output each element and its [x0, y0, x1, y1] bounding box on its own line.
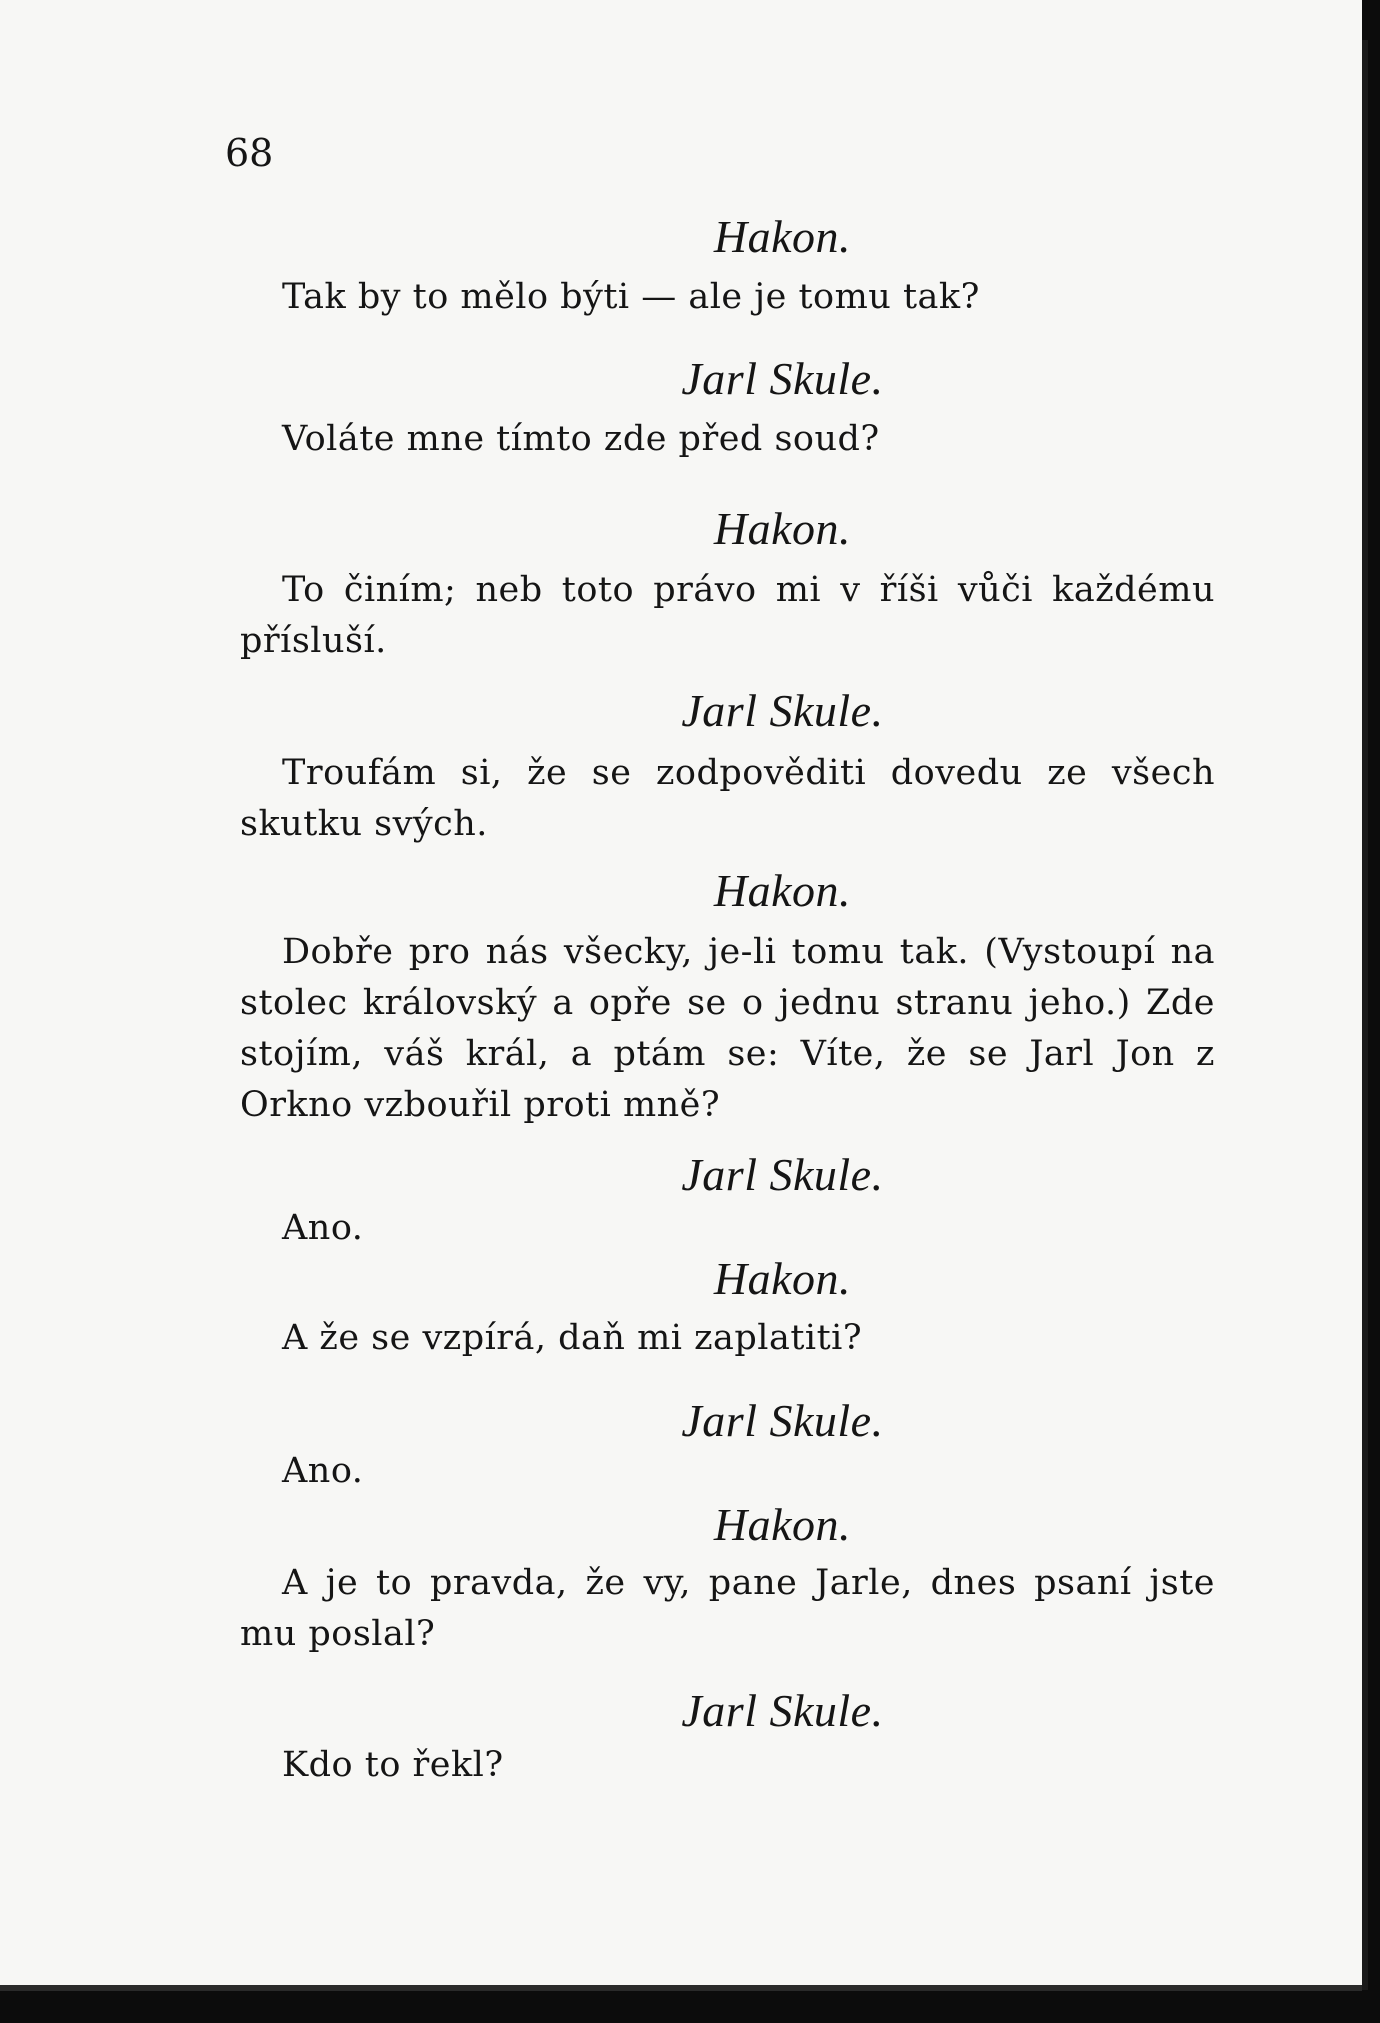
speaker-name: Jarl Skule. — [681, 1395, 884, 1446]
page-edge-right — [1362, 40, 1368, 1990]
speech-text: A že se vzpírá, daň mi zaplatiti? — [282, 1318, 863, 1358]
speech-text: Ano. — [282, 1208, 364, 1248]
speech-text: Ano. — [282, 1451, 364, 1491]
speaker-name: Hakon. — [713, 865, 852, 916]
speaker-name: Hakon. — [713, 503, 852, 554]
speaker-name: Hakon. — [713, 1499, 852, 1550]
speech-text: To činím; neb toto právo mi v říši vůči každému přísluší. — [240, 570, 1215, 661]
speaker-name: Jarl Skule. — [681, 1149, 884, 1200]
speech-text: Troufám si, že se zodpověditi dovedu ze všech skutku svých. — [240, 753, 1215, 844]
speaker-name: Hakon. — [713, 1253, 852, 1304]
page-number: 68 — [225, 131, 274, 175]
speaker-name: Jarl Skule. — [681, 1685, 884, 1736]
speech-text: A je to pravda, že vy, pane Jarle, dnes psaní jste mu poslal? — [240, 1563, 1215, 1654]
speaker-name: Hakon. — [713, 211, 852, 262]
speech-text: Dobře pro nás všecky, je-li tomu tak. (Vystoupí na stolec královský a opře se o jednu stranu jeho.) Zde stojím, váš král, a ptám se: Víte, že se Jarl Jon z Orkno vzbouřil proti mně? — [240, 932, 1215, 1125]
dialogue-entry — [240, 272, 1215, 323]
speech-text: Tak by to mělo býti — ale je tomu tak? — [282, 277, 980, 317]
speaker-name: Jarl Skule. — [681, 685, 884, 736]
speaker-name: Jarl Skule. — [681, 353, 884, 404]
speech-text: Kdo to řekl? — [282, 1745, 504, 1785]
page-edge-bottom — [0, 1985, 1362, 1991]
dialogue-entry — [240, 211, 1215, 262]
speech-text: Voláte mne tímto zde před soud? — [282, 419, 880, 459]
